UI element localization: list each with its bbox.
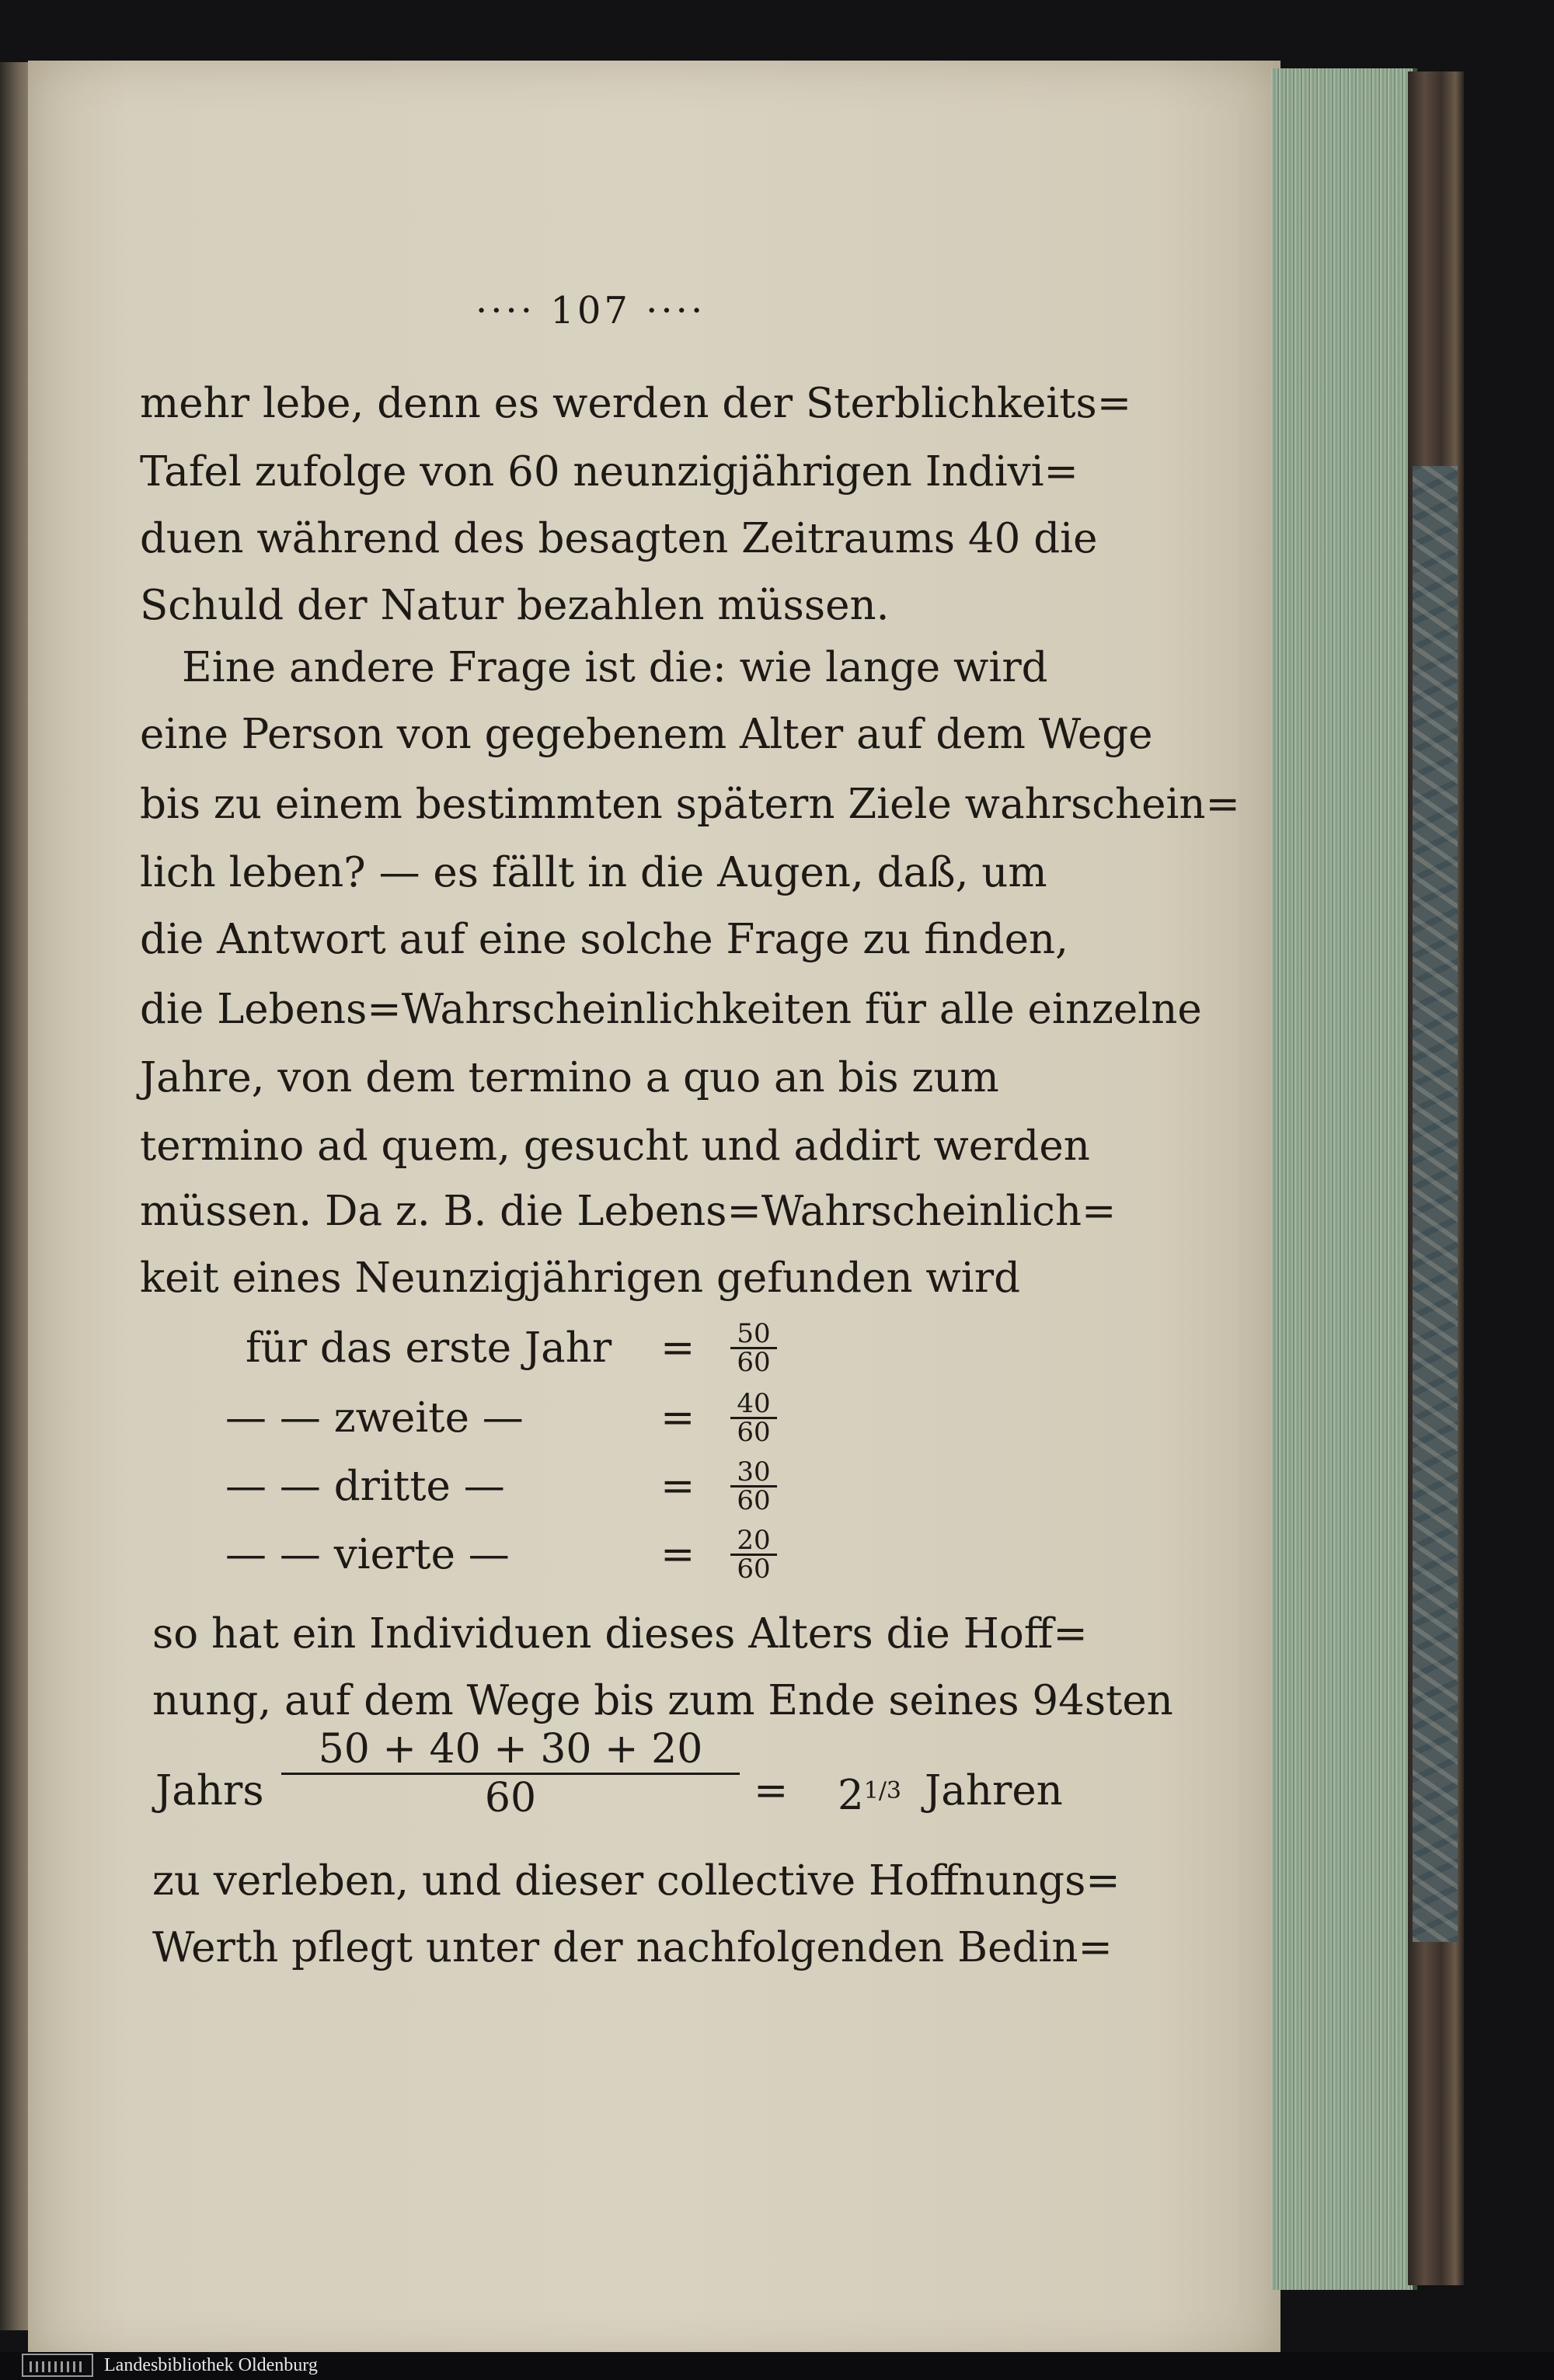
text-line: zu verleben, und dieser collective Hoffnungs=	[152, 1857, 1120, 1905]
text-line: nung, auf dem Wege bis zum Ende seines 94sten	[152, 1677, 1173, 1724]
text-line: eine Person von gegebenem Alter auf dem Wege	[140, 711, 1153, 758]
fraction: $\frac{30}{60}$	[730, 1459, 777, 1514]
text-line: Eine andere Frage ist die: wie lange wird	[182, 644, 1048, 691]
table-row-label: — — zweite —	[225, 1394, 524, 1442]
text-line: duen während des besagten Zeitraums 40 die	[140, 515, 1098, 562]
text-line: Schuld der Natur bezahlen müssen.	[140, 582, 890, 629]
text-line: bis zu einem bestimmten spätern Ziele wahrschein=	[140, 781, 1240, 828]
text-line: müssen. Da z. B. die Lebens=Wahrscheinlich=	[140, 1188, 1117, 1235]
equals-sign: =	[660, 1463, 695, 1510]
previous-page-edge	[0, 62, 31, 2330]
formula-equals: =	[754, 1767, 789, 1815]
text-line: Werth pflegt unter der nachfolgenden Bedin=	[152, 1924, 1113, 1971]
page-number: ···· 107 ····	[476, 289, 706, 332]
equals-sign: =	[660, 1394, 695, 1442]
library-name: Landesbibliothek Oldenburg	[104, 2355, 318, 2375]
fraction: $\frac{20}{60}$	[730, 1527, 777, 1582]
table-row-label: für das erste Jahr	[246, 1324, 612, 1372]
text-line: die Antwort auf eine solche Frage zu finden,	[140, 916, 1069, 963]
formula-prefix: Jahrs	[155, 1767, 264, 1815]
equals-sign: =	[660, 1324, 695, 1372]
table-row-label: — — dritte —	[225, 1463, 505, 1510]
text-line: termino ad quem, gesucht und addirt werden	[140, 1122, 1090, 1170]
text-line: keit eines Neunzigjährigen gefunden wird	[140, 1254, 1021, 1302]
marbled-cover	[1413, 466, 1458, 1942]
page-block-edge	[1271, 68, 1417, 2290]
text-line: die Lebens=Wahrscheinlichkeiten für alle einzelne	[140, 986, 1202, 1033]
table-row-label: — — vierte —	[225, 1531, 510, 1578]
formula-result: $2^{1/3}$	[838, 1772, 902, 1819]
text-line: mehr lebe, denn es werden der Sterblichkeits=	[140, 380, 1132, 427]
formula-fraction	[281, 1726, 740, 1822]
text-line: so hat ein Individuen dieses Alters die Hoff=	[152, 1610, 1088, 1658]
equals-sign: =	[660, 1531, 695, 1578]
formula-numerator: 50 + 40 + 30 + 20	[318, 1726, 703, 1773]
text-line: lich leben? — es fällt in die Augen, daß, um	[140, 849, 1047, 896]
text-line: Jahre, von dem termino a quo an bis zum	[140, 1054, 999, 1101]
formula-suffix: Jahren	[925, 1767, 1063, 1815]
text-line: Tafel zufolge von 60 neunzigjährigen Indivi=	[140, 448, 1078, 496]
fraction: $\frac{50}{60}$	[730, 1320, 777, 1376]
fraction: $\frac{40}{60}$	[730, 1390, 777, 1446]
formula-denominator: 60	[484, 1775, 537, 1822]
library-logo-icon	[22, 2354, 93, 2377]
